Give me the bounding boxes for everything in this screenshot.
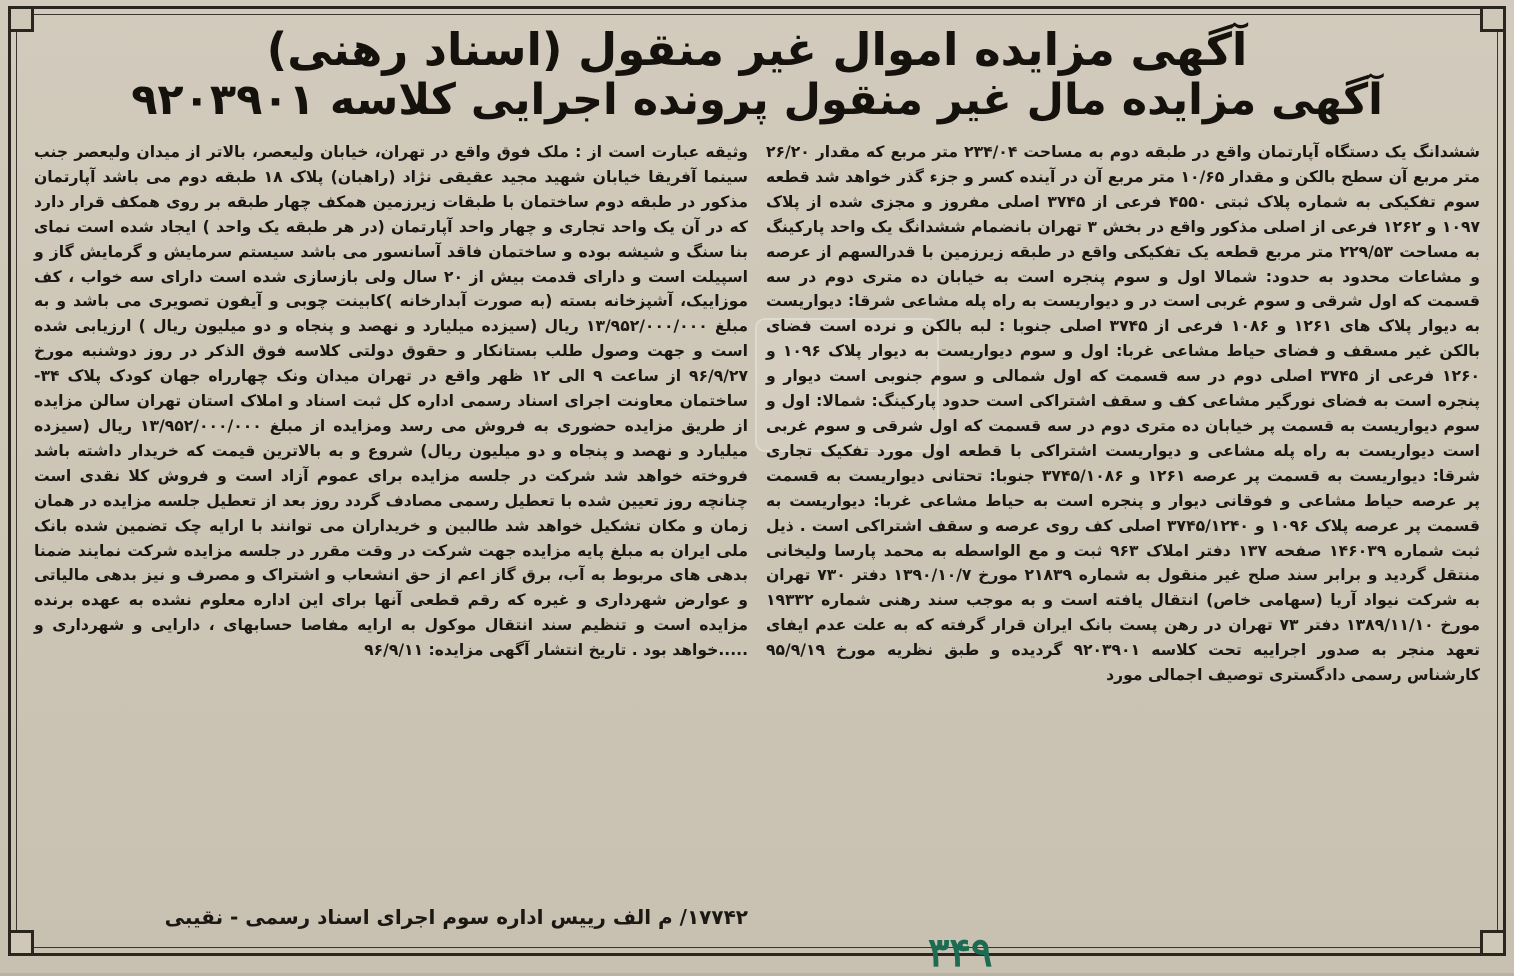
notice-title: آگهی مزایده اموال غیر منقول (اسناد رهنی) — [266, 23, 1248, 76]
frame-corner-bottom-right — [1480, 930, 1506, 956]
notice-subtitle: آگهی مزایده مال غیر منقول پرونده اجرایی کلاسه ۹۲۰۳۹۰۱ — [131, 75, 1383, 125]
notice-signature: ۱۷۷۴۲/ م الف رییس اداره سوم اجرای اسناد رسمی - نقیبی — [164, 905, 748, 929]
notice-body-left-column: وثیقه عبارت است از : ملک فوق واقع در تهران، خیابان ولیعصر، بالاتر از میدان ولیعصر جنب سینما آفریقا خیابان شهید مجید عقیقی نژاد (راهبان) پلاک ۱۸ طبقه دوم می باشد آپارتمان مذکور در طبقه دوم ساختمان با طبقات زیرزمین همکف چهار طبقه بر روی همکف قرار دارد که در آن یک واحد تجاری و چهار واحد آپارتمان (در هر طبقه یک واحد ) ایجاد شده است نمای بنا سنگ و شیشه بوده و ساختمان فاقد آسانسور می باشد سیستم سرمایش و گرمایش گاز و اسپیلت است و دارای قدمت بیش از ۲۰ سال ولی بازسازی شده است دارای سه خواب ، کف موزاییک، آشپزخانه بسته (به صورت آبدارخانه )کابینت چوبی و آیفون تصویری می باشد و به مبلغ ۱۳/۹۵۲/۰۰۰/۰۰۰ ریال (سیزده میلیارد و نهصد و پنجاه و دو میلیون ریال ) ارزیابی شده است و جهت وصول طلب بستانکار و حقوق دولتی کلاسه فوق الذکر در روز دوشنبه مورخ ۹۶/۹/۲۷ از ساعت ۹ الی ۱۲ ظهر واقع در تهران میدان ونک چهارراه جهان کودک پلاک ۳۴- ساختمان معاونت اجرای اسناد رسمی اداره کل ثبت اسناد و املاک استان تهران سالن مزایده از طریق مزایده حضوری به فروش می رسد ومزایده از مبلغ ۱۳/۹۵۲/۰۰۰/۰۰۰ ریال (سیزده میلیارد و نهصد و پنجاه و دو میلیون ریال) شروع و به بالاترین قیمت که خریدار داشته باشد فروخته خواهد شد شرکت در جلسه مزایده برای عموم آزاد است و فروش کلا نقدی است چنانچه روز تعیین شده با تعطیل رسمی مصادف گردد روز بعد از تعطیل جلسه مزایده در همان زمان و مکان تشکیل خواهد شد طالبین و خریداران می توانند با ارایه چک تضمین شده بانک ملی ایران به مبلغ پایه مزایده جهت شرکت در وقت مقرر در جلسه مزایده شرکت نمایند ضمنا بدهی های مربوط به آب، برق گاز اعم از حق انشعاب و اشتراک و مصرف و نیز بدهی مالیاتی و عوارض شهرداری و غیره که رقم قطعی آنها برای این اداره معلوم نشده به عهده برنده مزایده است و تنظیم سند انتقال موکول به ارایه مفاصا حسابهای ، دارایی و شهرداری و .....خواهد بود . تاریخ انتشار آگهی مزایده: ۹۶/۹/۱۱ — [34, 143, 749, 660]
frame-corner-top-right — [1480, 6, 1506, 32]
frame-corner-top-left — [8, 6, 34, 32]
notice-body-right-column: ششدانگ یک دستگاه آپارتمان واقع در طبقه دوم به مساحت ۲۳۴/۰۴ متر مربع که مقدار ۲۶/۲۰ متر مربع آن سطح بالکن و مقدار ۱۰/۶۵ متر مربع آن در آینده کسر و جزء گذر خواهد شد قطعه سوم تفکیکی به شماره پلاک ثبتی ۴۵۵۰ فرعی از ۳۷۴۵ اصلی مفروز و مجزی شده از پلاک ۱۰۹۷ و ۱۲۶۲ فرعی از اصلی مذکور واقع در بخش ۳ تهران بانضمام ششدانگ یک واحد پارکینگ به مساحت ۲۲۹/۵۳ متر مربع قطعه یک تفکیکی واقع در طبقه زیرزمین با قدرالسهم از عرصه و مشاعات محدود به حدود: شمالا اول و سوم پنجره است به خیابان ده متری دوم در سه قسمت که اول شرقی و سوم غربی است در و دیواریست به راه پله مشاعی شرقا: دیواریست به دیوار پلاک های ۱۲۶۱ و ۱۰۸۶ فرعی از ۳۷۴۵ اصلی جنوبا : لبه بالکن و نرده است فضای بالکن غیر مسقف و فضای حیاط مشاعی غربا: اول و سوم دیواریست به دیوار پلاک ۱۰۹۶ و ۱۲۶۰ فرعی از ۳۷۴۵ اصلی دوم در سه قسمت که اول شمالی و سوم جنوبی است دیوار و پنجره است به فضای نورگیر مشاعی کف و سقف اشتراکی است حدود پارکینگ: شمالا: اول و سوم دیواریست به قسمت پر خیابان ده متری دوم در سه قسمت که اول شرقی و سوم غربی است دیواریست به راه پله مشاعی و دیواریست اشتراکی با قطعه اول مورد تفکیک تجاری شرقا: دیواریست به قسمت پر عرصه ۱۲۶۱ و ۳۷۴۵/۱۰۸۶ جنوبا: تحتانی دیواریست به قسمت پر عرصه حیاط مشاعی و فوقانی دیوار و پنجره است به حیاط مشاعی غربا: دیواریست به قسمت پر عرصه پلاک ۱۰۹۶ و ۳۷۴۵/۱۲۴۰ اصلی کف روی عرصه و سقف اشتراکی است . ذیل ثبت شماره ۱۴۶۰۳۹ صفحه ۱۳۷ دفتر املاک ۹۶۳ ثبت و مع الواسطه به محمد پارسا ولیخانی منتقل گردید و برابر سند صلح غیر منقول به شماره ۲۱۸۳۹ مورخ ۱۳۹۰/۱۰/۷ دفتر ۷۳۰ تهران به شرکت نیواد آریا (سهامی خاص) انتقال یافته است و به موجب سند رهنی شماره ۱۹۳۳۲ مورخ ۱۳۸۹/۱۱/۱۰ دفتر ۷۳ تهران در رهن پست بانک ایران قرار گرفته که به علت عدم ایفای تعهد منجر به صدور اجراییه تحت کلاسه ۹۲۰۳۹۰۱ گردیده و طبق نظریه مورخ ۹۵/۹/۱۹ کارشناس رسمی دادگستری توصیف اجمالی مورد — [766, 143, 1481, 685]
frame-corner-bottom-left — [8, 930, 34, 956]
handwritten-page-number: ۳۴۹ — [928, 929, 993, 976]
